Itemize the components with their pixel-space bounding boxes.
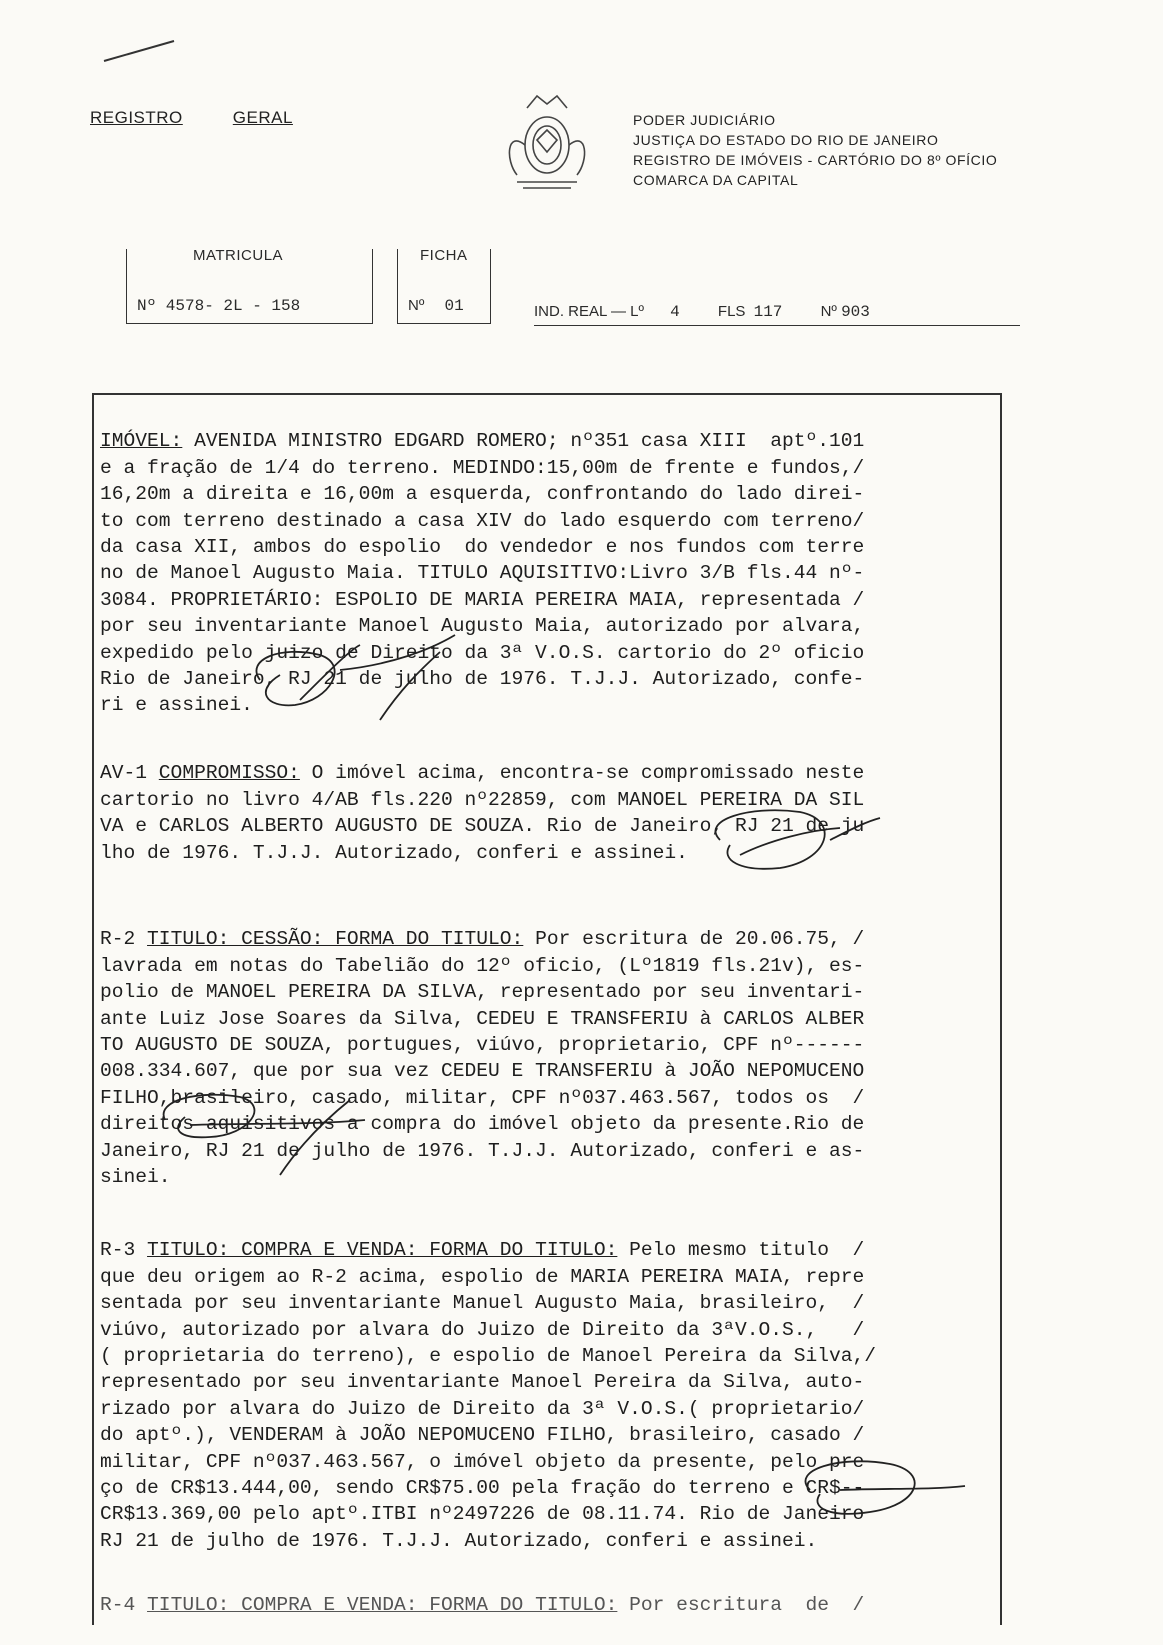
r3-line: do aptº.), VENDERAM à JOÃO NEPOMUCENO FILHO, brasileiro, casado / [100, 1424, 865, 1447]
imovel-line: ri e assinei. [100, 694, 253, 717]
signature-r2 [150, 1075, 390, 1185]
imovel-line: no de Manoel Augusto Maia. TITULO AQUISITIVO:Livro 3/B fls.44 nº- [100, 562, 865, 585]
imovel-line: e a fração de 1/4 do terreno. MEDINDO:15,00m de frente e fundos,/ [100, 456, 865, 479]
r3-line: rizado por alvara do Juizo de Direito da 3ª V.O.S.( proprietario/ [100, 1397, 865, 1420]
r3-line: ço de CR$13.444,00, sendo CR$75.00 pela fração do terreno e CR$-- [100, 1477, 865, 1500]
r4-prefix: R-4 [100, 1594, 148, 1617]
imovel-line: to com terreno destinado a casa XIV do lado esquerdo com terreno/ [100, 509, 865, 532]
ficha-number: 01 [444, 297, 464, 315]
court-line-2: JUSTIÇA DO ESTADO DO RIO DE JANEIRO [633, 132, 939, 148]
ficha-label: FICHA [420, 247, 468, 264]
court-line-1: PODER JUDICIÁRIO [633, 112, 776, 128]
ind-real-livro: 4 [670, 303, 680, 321]
num-label: Nº [820, 303, 837, 320]
court-line-3: REGISTRO DE IMÓVEIS - CARTÓRIO DO 8º OFÍCIO [633, 152, 998, 168]
ind-real-label: IND. REAL — Lº [534, 303, 644, 320]
imovel-line: AVENIDA MINISTRO EDGARD ROMERO; nº351 casa XIII aptº.101 [182, 430, 865, 453]
r2-line: TO AUGUSTO DE SOUZA, portugues, viúvo, proprietario, CPF nº------ [100, 1034, 865, 1057]
r4-entry [100, 1566, 1000, 1645]
matricula-label: MATRICULA [193, 247, 284, 264]
r3-line: RJ 21 de julho de 1976. T.J.J. Autorizado, conferi e assinei. [100, 1529, 818, 1552]
r3-line: representado por seu inventariante Manoel Pereira da Silva, auto- [100, 1371, 865, 1394]
ind-real-line [534, 303, 1020, 326]
fls-value: 117 [753, 303, 783, 321]
r2-line: Por escritura de 20.06.75, / [523, 928, 865, 951]
r3-heading: TITULO: COMPRA E VENDA: FORMA DO TITULO: [147, 1239, 618, 1262]
court-line-4: COMARCA DA CAPITAL [633, 172, 799, 188]
av1-prefix: AV-1 [100, 762, 159, 785]
imovel-line: da casa XII, ambos do espolio do vendedor e nos fundos com terre [100, 536, 865, 559]
r2-line: FILHO,brasileiro, casado, militar, CPF nº037.463.567, todos os / [100, 1086, 865, 1109]
court-header [633, 110, 997, 190]
signature-imovel [240, 630, 480, 730]
av1-line: VA e CARLOS ALBERTO AUGUSTO DE SOUZA. Rio de Janeiro, RJ 21 de ju [100, 815, 865, 838]
fls-label: FLS [717, 303, 746, 320]
geral-label: GERAL [232, 108, 293, 127]
av1-line: O imóvel acima, encontra-se compromissado neste [299, 762, 865, 785]
registro-geral-heading [90, 108, 293, 128]
coat-of-arms-seal [497, 90, 597, 200]
ficha-box [397, 249, 491, 324]
r2-line: direitos aquisitivos a compra do imóvel objeto da presente.Rio de [100, 1113, 865, 1136]
av1-line: cartorio no livro 4/AB fls.220 nº22859, com MANOEL PEREIRA DA SIL [100, 788, 865, 811]
pen-stroke-mark [100, 35, 180, 65]
ficha-number-prefix: Nº [408, 297, 425, 314]
imovel-heading: IMÓVEL: [100, 430, 183, 453]
r3-line: sentada por seu inventariante Manuel Augusto Maia, brasileiro, / [100, 1292, 865, 1315]
r3-line: Pelo mesmo titulo / [617, 1239, 865, 1262]
r2-heading: TITULO: CESSÃO: FORMA DO TITULO: [147, 928, 524, 951]
r3-line: que deu origem ao R-2 acima, espolio de MARIA PEREIRA MAIA, repre [100, 1265, 865, 1288]
num-value: 903 [841, 303, 870, 321]
r3-line: ( proprietaria do terreno), e espolio de Manoel Pereira da Silva,/ [100, 1345, 877, 1368]
imovel-line: por seu inventariante Manoel Augusto Maia, autorizado por alvara, [100, 615, 865, 638]
r4-heading: TITULO: COMPRA E VENDA: FORMA DO TITULO: [147, 1594, 618, 1617]
av1-heading: COMPROMISSO: [158, 762, 300, 785]
matricula-box [126, 249, 373, 324]
r3-line: CR$13.369,00 pelo aptº.ITBI nº2497226 de 08.11.74. Rio de Janeiro [100, 1503, 865, 1526]
r2-line: Janeiro, RJ 21 de julho de 1976. T.J.J. Autorizado, conferi e as- [100, 1139, 865, 1162]
r4-line: Por escritura de / [617, 1594, 865, 1617]
imovel-line: expedido pelo juizo de Direito da 3ª V.O.S. cartorio do 2º oficio [100, 641, 865, 664]
imovel-entry [100, 402, 1000, 745]
r3-prefix: R-3 [100, 1239, 148, 1262]
signature-r3 [780, 1450, 980, 1530]
r2-line: lavrada em notas do Tabelião do 12º oficio, (Lº1819 fls.21v), es- [100, 954, 865, 977]
r2-line: sinei. [100, 1166, 171, 1189]
imovel-line: 16,20m a direita e 16,00m a esquerda, confrontando do lado direi- [100, 483, 865, 506]
r3-line: viúvo, autorizado por alvara do Juizo de Direito da 3ªV.O.S., / [100, 1318, 865, 1341]
r2-prefix: R-2 [100, 928, 148, 951]
av1-line: lho de 1976. T.J.J. Autorizado, conferi e assinei. [100, 841, 688, 864]
signature-av1 [690, 800, 890, 880]
r2-line: ante Luiz Jose Soares da Silva, CEDEU E TRANSFERIU à CARLOS ALBER [100, 1007, 865, 1030]
registro-label: REGISTRO [90, 108, 183, 127]
imovel-line: Rio de Janeiro, RJ 21 de julho de 1976. T.J.J. Autorizado, confe- [100, 668, 865, 691]
imovel-line: 3084. PROPRIETÁRIO: ESPOLIO DE MARIA PEREIRA MAIA, representada / [100, 588, 865, 611]
r2-line: polio de MANOEL PEREIRA DA SILVA, representado por seu inventari- [100, 981, 865, 1004]
r2-line: 008.334.607, que por sua vez CEDEU E TRANSFERIU à JOÃO NEPOMUCENO [100, 1060, 865, 1083]
r3-line: militar, CPF nº037.463.567, o imóvel objeto da presente, pelo pre [100, 1450, 865, 1473]
matricula-value: Nº 4578- 2L - 158 [137, 297, 301, 315]
